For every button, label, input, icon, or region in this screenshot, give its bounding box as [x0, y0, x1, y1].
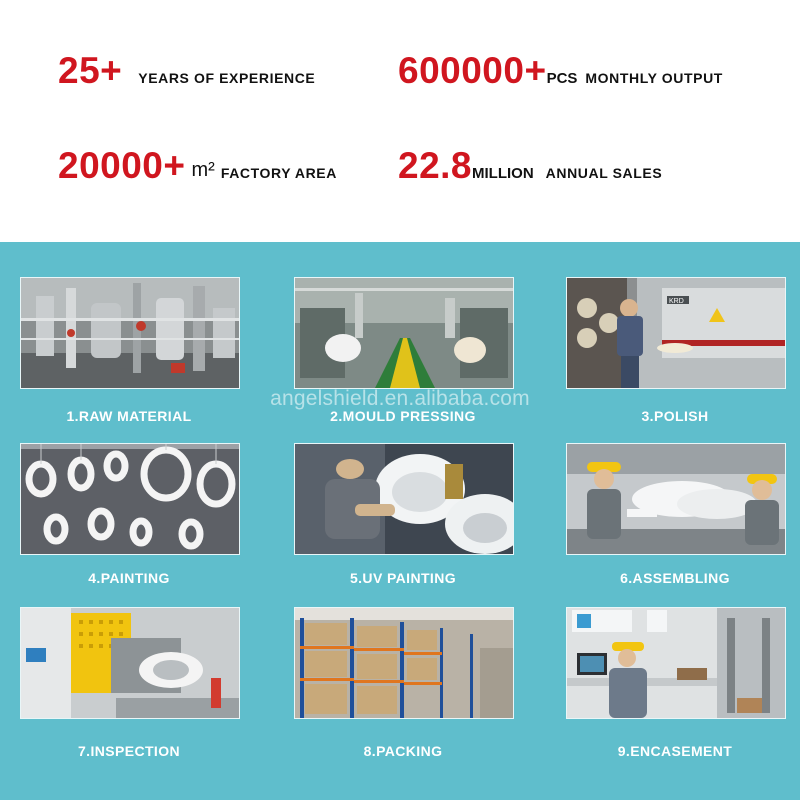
step-caption-9: 9.ENCASEMENT [617, 743, 733, 759]
stat-area-unit: m² [191, 159, 215, 181]
photo-raw-material [20, 277, 240, 389]
stat-years-value: 25+ [58, 50, 123, 91]
stat-years [58, 50, 315, 92]
stat-area-label: FACTORY AREA [220, 165, 337, 181]
step-caption-3: 3.POLISH [641, 408, 709, 424]
stat-sales-label: ANNUAL SALES [545, 165, 663, 181]
stat-years-label: YEARS OF EXPERIENCE [138, 70, 316, 86]
stat-area [58, 145, 337, 187]
step-caption-7: 7.INSPECTION [77, 743, 181, 759]
step-caption-1: 1.RAW MATERIAL [66, 408, 192, 424]
photo-mould-pressing [294, 277, 514, 389]
step-caption-8: 8.PACKING [363, 743, 443, 759]
step-caption-2: 2.MOULD PRESSING [330, 408, 476, 424]
stat-sales-value: 22.8 [398, 145, 473, 186]
site-watermark: angelshield.en.alibaba.com [270, 387, 530, 410]
photo-packing [294, 607, 514, 719]
step-caption-4: 4.PAINTING [88, 570, 170, 586]
stat-area-value: 20000+ [58, 145, 186, 186]
stat-output-unit: PCS [546, 70, 578, 87]
process-panel [0, 242, 800, 800]
photo-painting [20, 443, 240, 555]
photo-polish [566, 277, 786, 389]
photo-encasement [566, 607, 786, 719]
step-caption-6: 6.ASSEMBLING [620, 570, 730, 586]
step-caption-5: 5.UV PAINTING [349, 570, 457, 586]
stat-output [398, 50, 723, 92]
stat-output-label: MONTHLY OUTPUT [585, 70, 723, 86]
photo-uv-painting [294, 443, 514, 555]
photo-inspection [20, 607, 240, 719]
stats-section [0, 0, 800, 242]
stat-output-value: 600000+ [398, 50, 547, 91]
photo-assembling [566, 443, 786, 555]
stat-sales-unit: MILLION [472, 165, 534, 182]
machine-brand-label: KRD [669, 298, 684, 305]
stat-sales [398, 145, 662, 187]
